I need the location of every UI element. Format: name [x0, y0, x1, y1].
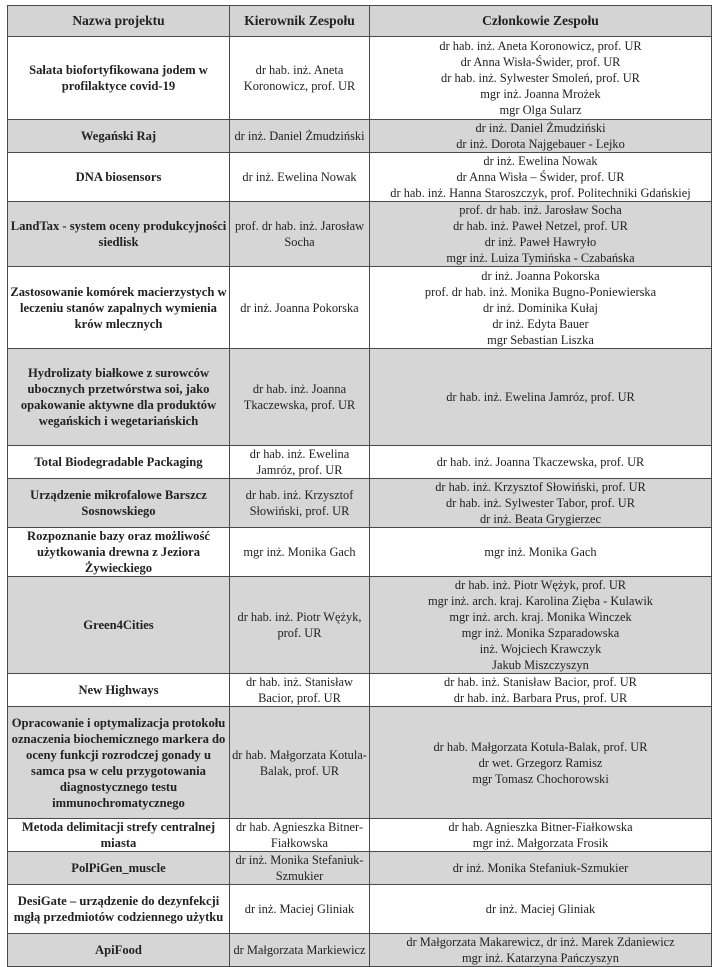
team-leader-text: dr hab. inż. Joanna Tkaczewska, prof. UR	[243, 382, 356, 412]
team-member: dr Anna Wisła-Świder, prof. UR	[460, 55, 621, 69]
project-name	[8, 674, 230, 707]
team-leader-text: dr hab. inż. Krzysztof Słowiński, prof. UR	[245, 488, 354, 518]
team-member: mgr Olga Sularz	[499, 103, 582, 117]
team-member: mgr inż. arch. kraj. Karolina Zięba - Kulawik	[427, 594, 653, 608]
team-member: Jakub Miszczyszyn	[492, 658, 589, 672]
team-member: mgr inż. Luiza Tymińska - Czabańska	[446, 251, 635, 265]
project-name-text: Metoda delimitacji strefy centralnej miasta	[21, 820, 216, 850]
header-row	[8, 6, 712, 37]
team-member: mgr inż. Monika Gach	[484, 545, 597, 559]
project-name-text: DesiGate – urządzenie do dezynfekcji mgłą przedmiotów codziennego użytku	[13, 894, 224, 924]
project-name-text: ApiFood	[95, 943, 142, 957]
team-leader-text: dr hab. inż. Aneta Koronowicz, prof. UR	[243, 63, 356, 93]
table-row	[8, 885, 712, 934]
team-leader	[230, 446, 370, 479]
table-row	[8, 707, 712, 819]
team-leader-text: dr Małgorzata Markiewicz	[233, 943, 366, 957]
team-member: dr inż. Beata Grygierzec	[479, 512, 602, 526]
team-member: inż. Wojciech Krawczyk	[479, 642, 602, 656]
team-leader-text: dr inż. Monika Stefaniuk-Szmukier	[235, 853, 364, 883]
team-leader	[230, 202, 370, 267]
team-member: dr hab. inż. Barbara Prus, prof. UR	[453, 691, 628, 705]
team-member: dr hab. inż. Sylwester Smoleń, prof. UR	[441, 71, 640, 85]
team-leader	[230, 120, 370, 153]
team-member: dr inż. Paweł Hawryło	[484, 235, 597, 249]
team-members	[370, 934, 712, 967]
team-member: dr hab. inż. Hanna Staroszczyk, prof. Politechniki Gdańskiej	[390, 186, 691, 200]
header-leader: Kierownik Zespołu	[230, 6, 370, 37]
team-leader	[230, 349, 370, 446]
project-name	[8, 528, 230, 577]
team-leader-text: dr hab. inż. Stanisław Bacior, prof. UR	[245, 675, 354, 705]
team-member: mgr inż. Katarzyna Pańczyszyn	[462, 951, 619, 965]
project-name-text: Rozpoznanie bazy oraz możliwość użytkowania drewna z Jeziora Żywieckiego	[27, 529, 210, 575]
table-row	[8, 37, 712, 120]
team-leader-text: dr inż. Ewelina Nowak	[242, 170, 357, 184]
project-name-text: Hydrolizaty białkowe z surowców ubocznych przetwórstwa soi, jako opakowanie aktywne dla produktów wegańskich i wegetariańskich	[20, 366, 217, 428]
team-leader	[230, 577, 370, 674]
team-member: mgr inż. Monika Szparadowska	[461, 626, 620, 640]
team-member: dr hab. inż. Sylwester Tabor, prof. UR	[445, 496, 636, 510]
team-members	[370, 202, 712, 267]
project-name-text: DNA biosensors	[75, 170, 162, 184]
project-name	[8, 819, 230, 852]
table-row	[8, 267, 712, 349]
project-name-text: Zastosowanie komórek macierzystych w leczeniu stanów zapalnych wymienia krów mlecznych	[10, 284, 227, 331]
team-member: dr wet. Grzegorz Ramisz	[478, 755, 603, 770]
team-leader	[230, 267, 370, 349]
team-member: dr hab. Agnieszka Bitner-Fiałkowska	[448, 820, 633, 834]
team-leader	[230, 479, 370, 528]
table-row	[8, 674, 712, 707]
team-member: dr hab. inż. Aneta Koronowicz, prof. UR	[439, 39, 642, 53]
team-leader-text: dr inż. Daniel Żmudziński	[234, 129, 365, 143]
project-name-text: PolPiGen_muscle	[71, 861, 166, 875]
team-member: dr inż. Edyta Bauer	[492, 316, 589, 331]
project-name-text: New Highways	[78, 683, 159, 697]
team-member: mgr Sebastian Liszka	[487, 332, 594, 347]
table-row	[8, 202, 712, 267]
team-member: dr hab. inż. Piotr Wężyk, prof. UR	[454, 578, 627, 592]
team-leader	[230, 37, 370, 120]
project-name	[8, 349, 230, 446]
team-leader	[230, 934, 370, 967]
team-leader	[230, 153, 370, 202]
project-name	[8, 852, 230, 885]
project-name	[8, 120, 230, 153]
team-member: dr inż. Joanna Pokorska	[481, 268, 600, 283]
project-name	[8, 934, 230, 967]
project-name	[8, 153, 230, 202]
team-leader-text: mgr inż. Monika Gach	[243, 545, 356, 559]
team-member: mgr inż. arch. kraj. Monika Winczek	[449, 610, 632, 624]
table-row	[8, 577, 712, 674]
team-leader	[230, 707, 370, 819]
header-project: Nazwa projektu	[8, 6, 230, 37]
team-leader	[230, 528, 370, 577]
team-member: prof. dr hab. inż. Monika Bugno-Poniewierska	[424, 284, 657, 299]
team-members	[370, 819, 712, 852]
team-members	[370, 37, 712, 120]
team-member: prof. dr hab. inż. Jarosław Socha	[459, 203, 622, 217]
table-row	[8, 528, 712, 577]
team-members	[370, 577, 712, 674]
header-members: Członkowie Zespołu	[370, 6, 712, 37]
project-name-text: Green4Cities	[83, 618, 154, 632]
team-leader-text: dr hab. Małgorzata Kotula-Balak, prof. UR	[232, 747, 367, 778]
project-name	[8, 707, 230, 819]
team-leader	[230, 885, 370, 934]
team-leader-text: dr inż. Maciej Gliniak	[244, 902, 355, 916]
team-leader	[230, 819, 370, 852]
project-name-text: Wegański Raj	[80, 129, 157, 143]
team-members	[370, 349, 712, 446]
project-name-text: Opracowanie i optymalizacja protokołu oznaczenia biochemicznego markera do oceny funkcji rozrodczej gonady u samca psa w celu przygotowania diagnostycznego testu immunochromatycznego	[11, 715, 226, 810]
team-member: dr inż. Monika Stefaniuk-Szmukier	[452, 861, 629, 875]
team-leader	[230, 674, 370, 707]
table-row	[8, 446, 712, 479]
team-member: mgr inż. Joanna Mrożek	[480, 87, 601, 101]
team-member: dr Małgorzata Makarewicz, dr inż. Marek Zdaniewicz	[406, 935, 675, 949]
project-name-text: Urządzenie mikrofalowe Barszcz Sosnowskiego	[30, 488, 207, 518]
project-name	[8, 37, 230, 120]
team-member: dr hab. inż. Stanisław Bacior, prof. UR	[444, 675, 637, 689]
team-member: dr inż. Daniel Żmudziński	[475, 121, 606, 135]
team-members	[370, 852, 712, 885]
project-name-text: Sałata biofortyfikowana jodem w profilaktyce covid-19	[29, 63, 208, 93]
table-row	[8, 479, 712, 528]
team-member: dr hab. inż. Paweł Netzel, prof. UR	[453, 219, 628, 233]
project-name	[8, 267, 230, 349]
project-name-text: LandTax - system oceny produkcyjności siedlisk	[10, 219, 227, 249]
team-member: mgr Tomasz Chochorowski	[472, 771, 609, 786]
team-members	[370, 707, 712, 819]
team-member: dr hab. inż. Krzysztof Słowiński, prof. UR	[435, 480, 646, 494]
team-leader-text: dr inż. Joanna Pokorska	[240, 300, 359, 315]
team-members	[370, 446, 712, 479]
team-member: dr hab. Małgorzata Kotula-Balak, prof. UR	[433, 739, 648, 754]
team-member: dr inż. Maciej Gliniak	[485, 902, 596, 916]
projects-table	[7, 5, 712, 967]
table-row	[8, 120, 712, 153]
team-member: dr hab. inż. Joanna Tkaczewska, prof. UR	[436, 455, 645, 469]
project-name	[8, 446, 230, 479]
team-leader-text: dr hab. inż. Ewelina Jamróz, prof. UR	[249, 447, 350, 477]
team-member: mgr inż. Małgorzata Frosik	[472, 836, 609, 850]
table-row	[8, 934, 712, 967]
team-members	[370, 479, 712, 528]
team-member: dr hab. inż. Ewelina Jamróz, prof. UR	[446, 390, 635, 404]
team-member: dr inż. Ewelina Nowak	[483, 154, 598, 168]
project-name-text: Total Biodegradable Packaging	[34, 455, 203, 469]
project-name	[8, 479, 230, 528]
team-members	[370, 120, 712, 153]
team-members	[370, 674, 712, 707]
table-row	[8, 349, 712, 446]
team-leader-text: prof. dr hab. inż. Jarosław Socha	[234, 219, 365, 249]
team-members	[370, 267, 712, 349]
team-members	[370, 528, 712, 577]
team-leader-text: dr hab. inż. Piotr Wężyk, prof. UR	[237, 610, 362, 640]
project-name	[8, 202, 230, 267]
team-leader-text: dr hab. Agnieszka Bitner-Fiałkowska	[235, 820, 364, 850]
team-member: dr Anna Wisła – Świder, prof. UR	[456, 170, 625, 184]
team-members	[370, 885, 712, 934]
table-row	[8, 153, 712, 202]
team-leader	[230, 852, 370, 885]
team-members	[370, 153, 712, 202]
team-member: dr inż. Dorota Najgebauer - Lejko	[456, 137, 625, 151]
project-name	[8, 577, 230, 674]
team-member: dr inż. Dominika Kułaj	[483, 300, 598, 315]
table-row	[8, 819, 712, 852]
table-row	[8, 852, 712, 885]
project-name	[8, 885, 230, 934]
